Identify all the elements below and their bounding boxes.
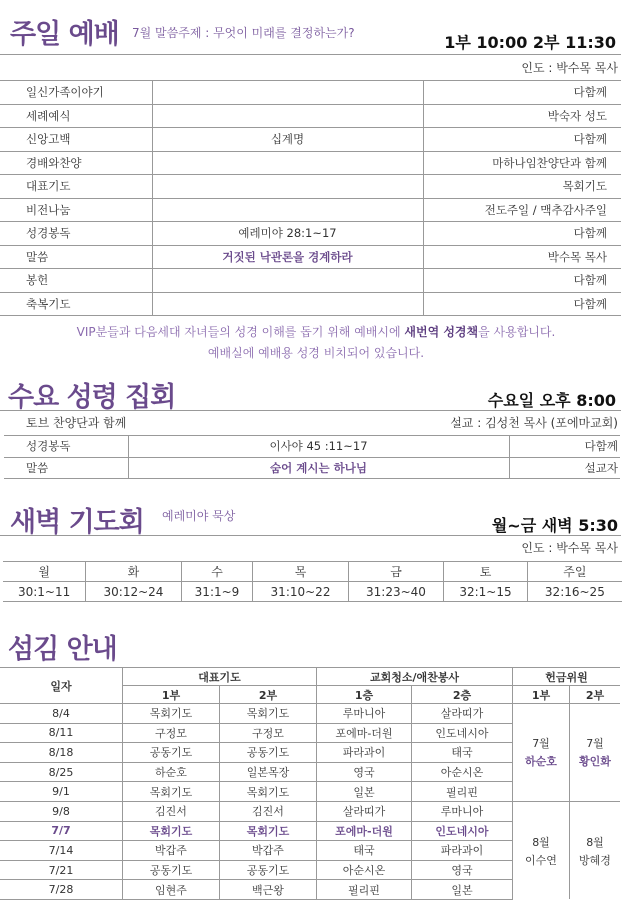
order-by: 설교자 [509, 457, 620, 479]
order-item: 봉헌 [0, 269, 152, 293]
dawn-verse: 32:16~25 [527, 582, 622, 602]
service-cell-f2: 아순시온 [412, 762, 513, 782]
sunday-order-table [0, 80, 621, 316]
order-by: 박숙자 성도 [423, 104, 621, 128]
service-cell-f2: 필리핀 [412, 782, 513, 802]
service-cell-date: 8/18 [0, 743, 123, 763]
service-cell-date: 7/14 [0, 841, 123, 861]
service-cell-f2: 살라띠가 [412, 704, 513, 724]
service-cell-p1: 공동기도 [123, 860, 220, 880]
order-content: 숨어 계시는 하나님 [128, 457, 509, 479]
wednesday-order-row [4, 457, 620, 479]
sunday-order-row [0, 128, 621, 152]
sunday-order-row [0, 104, 621, 128]
bible-note-c: 을 사용합니다. [478, 325, 556, 339]
offering-month: 7월 [532, 737, 550, 751]
dawn-day: 목 [253, 562, 348, 582]
service-cell-date: 8/25 [0, 762, 123, 782]
col-p1: 1부 [123, 686, 220, 704]
service-cell-p1: 목회기도 [123, 782, 220, 802]
dawn-schedule-table [3, 561, 622, 602]
order-item: 비전나눔 [0, 198, 152, 222]
order-item: 경배와찬양 [0, 151, 152, 175]
service-cell-p2: 목회기도 [220, 821, 317, 841]
service-cell-f1: 포에마-더원 [317, 821, 412, 841]
order-content: 이사야 45 :11~17 [128, 436, 509, 458]
service-cell-f2: 태국 [412, 743, 513, 763]
service-cell-date: 7/28 [0, 880, 123, 900]
dawn-subtitle: 예레미야 묵상 [162, 509, 236, 523]
order-by: 다함께 [509, 436, 620, 458]
col-f2: 2층 [412, 686, 513, 704]
order-content [152, 104, 423, 128]
service-cell-f1: 루마니아 [317, 704, 412, 724]
order-item: 축복기도 [0, 292, 152, 316]
service-row [0, 704, 620, 724]
wednesday-choir: 토브 찬양단과 함께 [26, 416, 127, 430]
service-cell-p2: 목회기도 [220, 704, 317, 724]
offering-cell-o2 [570, 801, 621, 899]
dawn-verse: 30:12~24 [86, 582, 181, 602]
bible-note-2: 예배실에 예배용 성경 비치되어 있습니다. [207, 346, 425, 360]
wednesday-order-row [4, 436, 620, 458]
order-item: 세례예식 [0, 104, 152, 128]
service-cell-p1: 박갑주 [123, 841, 220, 861]
dawn-verse: 31:23~40 [348, 582, 443, 602]
service-cell-p1: 목회기도 [123, 704, 220, 724]
col-o2: 2부 [570, 686, 621, 704]
order-content [152, 198, 423, 222]
order-item: 일신가족이야기 [0, 81, 152, 105]
order-content [152, 269, 423, 293]
order-item: 신앙고백 [0, 128, 152, 152]
wednesday-preacher: 설교 : 김성천 목사 (포에마교회) [450, 416, 618, 430]
dawn-day: 수 [181, 562, 253, 582]
divider [0, 54, 621, 55]
sunday-order-row [0, 222, 621, 246]
service-cell-f1: 영국 [317, 762, 412, 782]
order-by: 다함께 [423, 128, 621, 152]
service-cell-date: 8/4 [0, 704, 123, 724]
order-by: 다함께 [423, 292, 621, 316]
service-cell-p1: 목회기도 [123, 821, 220, 841]
dawn-verse: 31:10~22 [253, 582, 348, 602]
sunday-order-row [0, 81, 621, 105]
order-content: 거짓된 낙관론을 경계하라 [152, 245, 423, 269]
service-cell-p2: 일본목장 [220, 762, 317, 782]
offering-month: 8월 [586, 835, 604, 849]
order-by: 마하나임찬양단과 함께 [423, 151, 621, 175]
order-by: 다함께 [423, 81, 621, 105]
service-cell-f1: 포에마-더원 [317, 723, 412, 743]
order-item: 성경봉독 [4, 436, 128, 458]
service-cell-f1: 아순시온 [317, 860, 412, 880]
dawn-day: 토 [444, 562, 528, 582]
wednesday-time: 수요일 오후 8:00 [487, 391, 616, 410]
offering-month: 8월 [532, 835, 550, 849]
order-content [152, 175, 423, 199]
sunday-order-row [0, 151, 621, 175]
order-content [152, 81, 423, 105]
offering-name: 하순호 [525, 755, 557, 769]
service-cell-p1: 공동기도 [123, 743, 220, 763]
col-prayer: 대표기도 [123, 668, 317, 686]
service-cell-p1: 하순호 [123, 762, 220, 782]
order-item: 대표기도 [0, 175, 152, 199]
dawn-day: 월 [3, 562, 86, 582]
service-cell-f1: 일본 [317, 782, 412, 802]
dawn-verse: 32:1~15 [444, 582, 528, 602]
service-cell-p2: 공동기도 [220, 860, 317, 880]
dawn-verse: 30:1~11 [3, 582, 86, 602]
divider [0, 535, 621, 536]
order-by: 전도주일 / 맥추감사주일 [423, 198, 621, 222]
dawn-time: 월~금 새벽 5:30 [491, 516, 618, 535]
offering-name: 이수연 [525, 853, 557, 867]
sunday-order-row [0, 175, 621, 199]
order-by: 목회기도 [423, 175, 621, 199]
offering-month: 7월 [586, 737, 604, 751]
col-p2: 2부 [220, 686, 317, 704]
service-cell-f2: 일본 [412, 880, 513, 900]
service-cell-f1: 필리핀 [317, 880, 412, 900]
service-cell-date: 7/7 [0, 821, 123, 841]
col-f1: 1층 [317, 686, 412, 704]
offering-name: 황인화 [579, 755, 611, 769]
dawn-verse: 31:1~9 [181, 582, 253, 602]
bible-note-a: VIP분들과 다음세대 자녀들의 성경 이해를 돕기 위해 예배시에 [76, 325, 405, 339]
service-cell-f1: 파라과이 [317, 743, 412, 763]
service-cell-f1: 살라띠가 [317, 801, 412, 821]
service-cell-f2: 인도네시아 [412, 723, 513, 743]
service-cell-f2: 파라과이 [412, 841, 513, 861]
service-cell-date: 9/8 [0, 801, 123, 821]
offering-name: 방혜경 [579, 853, 611, 867]
sunday-theme: 7월 말씀주제 : 무엇이 미래를 결정하는가? [132, 26, 355, 40]
sunday-order-row [0, 292, 621, 316]
col-date: 일자 [0, 668, 123, 704]
wednesday-title: 수요 성령 집회 [8, 382, 176, 413]
service-cell-p1: 구정모 [123, 723, 220, 743]
sunday-order-row [0, 245, 621, 269]
order-by: 다함께 [423, 222, 621, 246]
service-title: 섬김 안내 [8, 634, 117, 665]
order-item: 성경봉독 [0, 222, 152, 246]
service-cell-p2: 구정모 [220, 723, 317, 743]
order-by: 다함께 [423, 269, 621, 293]
wednesday-order-table [4, 435, 620, 479]
service-cell-date: 8/11 [0, 723, 123, 743]
sunday-leader: 인도 : 박수목 목사 [521, 61, 618, 75]
service-cell-p2: 김진서 [220, 801, 317, 821]
service-cell-date: 7/21 [0, 860, 123, 880]
service-cell-f2: 루마니아 [412, 801, 513, 821]
dawn-day: 주일 [527, 562, 622, 582]
bible-note-b: 새번역 성경책 [404, 325, 479, 339]
service-row [0, 801, 620, 821]
order-item: 말씀 [4, 457, 128, 479]
sunday-order-row [0, 198, 621, 222]
offering-cell-o1 [513, 704, 570, 802]
service-cell-p2: 공동기도 [220, 743, 317, 763]
dawn-leader: 인도 : 박수목 목사 [521, 541, 618, 555]
service-cell-p1: 김진서 [123, 801, 220, 821]
col-cleaning: 교회청소/애찬봉사 [317, 668, 513, 686]
col-offering: 헌금위원 [513, 668, 621, 686]
order-content [152, 292, 423, 316]
bible-note [0, 323, 632, 340]
service-cell-p2: 박갑주 [220, 841, 317, 861]
service-cell-f1: 태국 [317, 841, 412, 861]
order-content: 십계명 [152, 128, 423, 152]
order-by: 박수목 목사 [423, 245, 621, 269]
service-cell-f2: 영국 [412, 860, 513, 880]
order-item: 말씀 [0, 245, 152, 269]
divider [0, 410, 621, 411]
offering-cell-o2 [570, 704, 621, 802]
service-table [0, 667, 620, 900]
sunday-title: 주일 예배 [10, 19, 119, 50]
service-cell-f2: 인도네시아 [412, 821, 513, 841]
order-content: 예레미야 28:1~17 [152, 222, 423, 246]
order-content [152, 151, 423, 175]
offering-cell-o1 [513, 801, 570, 899]
sunday-order-row [0, 269, 621, 293]
service-cell-p1: 임현주 [123, 880, 220, 900]
sunday-times: 1부 10:00 2부 11:30 [444, 33, 616, 52]
service-cell-p2: 백근왕 [220, 880, 317, 900]
dawn-day: 금 [348, 562, 443, 582]
dawn-title: 새벽 기도회 [10, 507, 144, 538]
dawn-day: 화 [86, 562, 181, 582]
service-cell-p2: 목회기도 [220, 782, 317, 802]
col-o1: 1부 [513, 686, 570, 704]
service-cell-date: 9/1 [0, 782, 123, 802]
